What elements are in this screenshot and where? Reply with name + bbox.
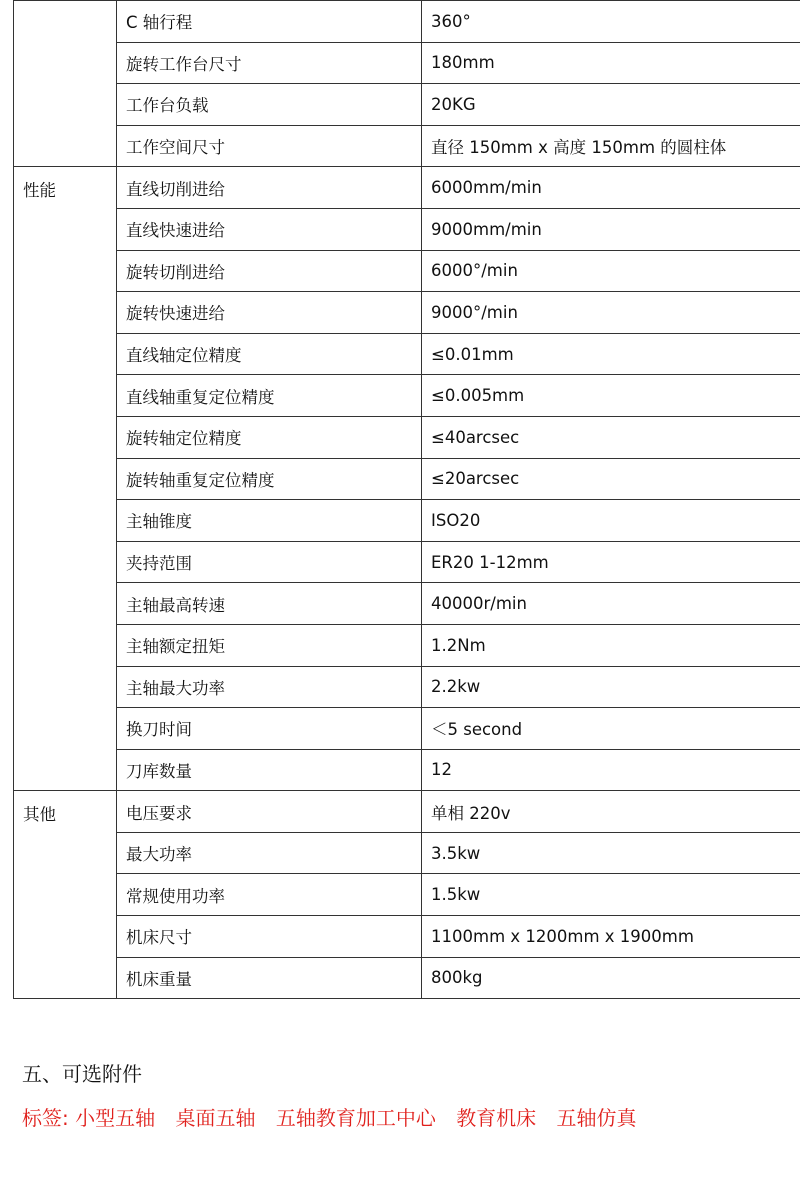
spec-value-cell: 9000°/min <box>422 292 800 334</box>
spec-name-cell: 主轴额定扭矩 <box>117 624 422 666</box>
spec-name-cell: 电压要求 <box>117 791 422 833</box>
table-row <box>14 832 800 874</box>
table-row <box>14 292 800 334</box>
spec-value-cell: ER20 1-12mm <box>422 541 800 583</box>
spec-name-cell: 旋转工作台尺寸 <box>117 42 422 84</box>
spec-value-cell: 单相 220v <box>422 791 800 833</box>
tag-item[interactable]: 教育机床 <box>456 1106 537 1130</box>
table-row <box>14 916 800 958</box>
spec-value-cell: ≤40arcsec <box>422 416 800 458</box>
spec-name-cell: 常规使用功率 <box>117 874 422 916</box>
table-row <box>14 42 800 84</box>
spec-value-cell: ISO20 <box>422 500 800 542</box>
spec-value-cell: ≤20arcsec <box>422 458 800 500</box>
tag-item[interactable]: 五轴教育加工中心 <box>275 1106 436 1130</box>
table-row <box>14 84 800 126</box>
spec-value-cell: ≤0.005mm <box>422 375 800 417</box>
table-row <box>14 791 800 833</box>
spec-value-cell: 6000mm/min <box>422 167 800 209</box>
spec-name-cell: 直线快速进给 <box>117 208 422 250</box>
spec-table <box>13 0 800 999</box>
spec-name-cell: 主轴最高转速 <box>117 583 422 625</box>
spec-name-cell: 机床重量 <box>117 957 422 999</box>
spec-name-cell: 旋转轴定位精度 <box>117 416 422 458</box>
spec-name-cell: 夹持范围 <box>117 541 422 583</box>
tag-list <box>22 1102 651 1131</box>
spec-value-cell: 40000r/min <box>422 583 800 625</box>
spec-value-cell: 1100mm x 1200mm x 1900mm <box>422 916 800 958</box>
tag-item[interactable]: 标签: 小型五轴 <box>22 1106 156 1130</box>
spec-value-cell: 9000mm/min <box>422 208 800 250</box>
category-cell: 性能 <box>14 167 117 791</box>
spec-value-cell: 180mm <box>422 42 800 84</box>
table-row <box>14 125 800 167</box>
spec-name-cell: 换刀时间 <box>117 708 422 750</box>
spec-name-cell: 刀库数量 <box>117 749 422 791</box>
spec-name-cell: 主轴锥度 <box>117 500 422 542</box>
spec-name-cell: 工作空间尺寸 <box>117 125 422 167</box>
spec-value-cell: 360° <box>422 1 800 43</box>
table-row <box>14 167 800 209</box>
table-row <box>14 541 800 583</box>
category-cell: 其他 <box>14 791 117 999</box>
table-row <box>14 874 800 916</box>
spec-name-cell: 旋转轴重复定位精度 <box>117 458 422 500</box>
table-row <box>14 708 800 750</box>
table-row <box>14 375 800 417</box>
spec-name-cell: 旋转切削进给 <box>117 250 422 292</box>
spec-name-cell: 直线轴定位精度 <box>117 333 422 375</box>
spec-name-cell: 最大功率 <box>117 832 422 874</box>
table-row <box>14 208 800 250</box>
spec-value-cell: 1.5kw <box>422 874 800 916</box>
spec-value-cell: 1.2Nm <box>422 624 800 666</box>
spec-value-cell: 6000°/min <box>422 250 800 292</box>
spec-value-cell: ≤0.01mm <box>422 333 800 375</box>
table-row <box>14 749 800 791</box>
spec-value-cell: 3.5kw <box>422 832 800 874</box>
spec-name-cell: 旋转快速进给 <box>117 292 422 334</box>
table-row <box>14 957 800 999</box>
spec-value-cell: 2.2kw <box>422 666 800 708</box>
spec-value-cell: 800kg <box>422 957 800 999</box>
table-row <box>14 1 800 43</box>
table-row <box>14 333 800 375</box>
table-row <box>14 583 800 625</box>
tag-item[interactable]: 桌面五轴 <box>175 1106 256 1130</box>
table-row <box>14 250 800 292</box>
spec-name-cell: 工作台负载 <box>117 84 422 126</box>
spec-name-cell: 直线切削进给 <box>117 167 422 209</box>
spec-table-body <box>14 1 800 999</box>
spec-name-cell: 直线轴重复定位精度 <box>117 375 422 417</box>
spec-name-cell: C 轴行程 <box>117 1 422 43</box>
category-cell <box>14 1 117 167</box>
spec-value-cell: 12 <box>422 749 800 791</box>
table-row <box>14 624 800 666</box>
spec-name-cell: 机床尺寸 <box>117 916 422 958</box>
section-title: 五、可选附件 <box>22 1062 142 1086</box>
spec-value-cell: 20KG <box>422 84 800 126</box>
table-row <box>14 458 800 500</box>
table-row <box>14 500 800 542</box>
table-row <box>14 666 800 708</box>
spec-value-cell: 直径 150mm x 高度 150mm 的圆柱体 <box>422 125 800 167</box>
table-row <box>14 416 800 458</box>
spec-value-cell: ＜5 second <box>422 708 800 750</box>
spec-name-cell: 主轴最大功率 <box>117 666 422 708</box>
tag-item[interactable]: 五轴仿真 <box>556 1106 637 1130</box>
